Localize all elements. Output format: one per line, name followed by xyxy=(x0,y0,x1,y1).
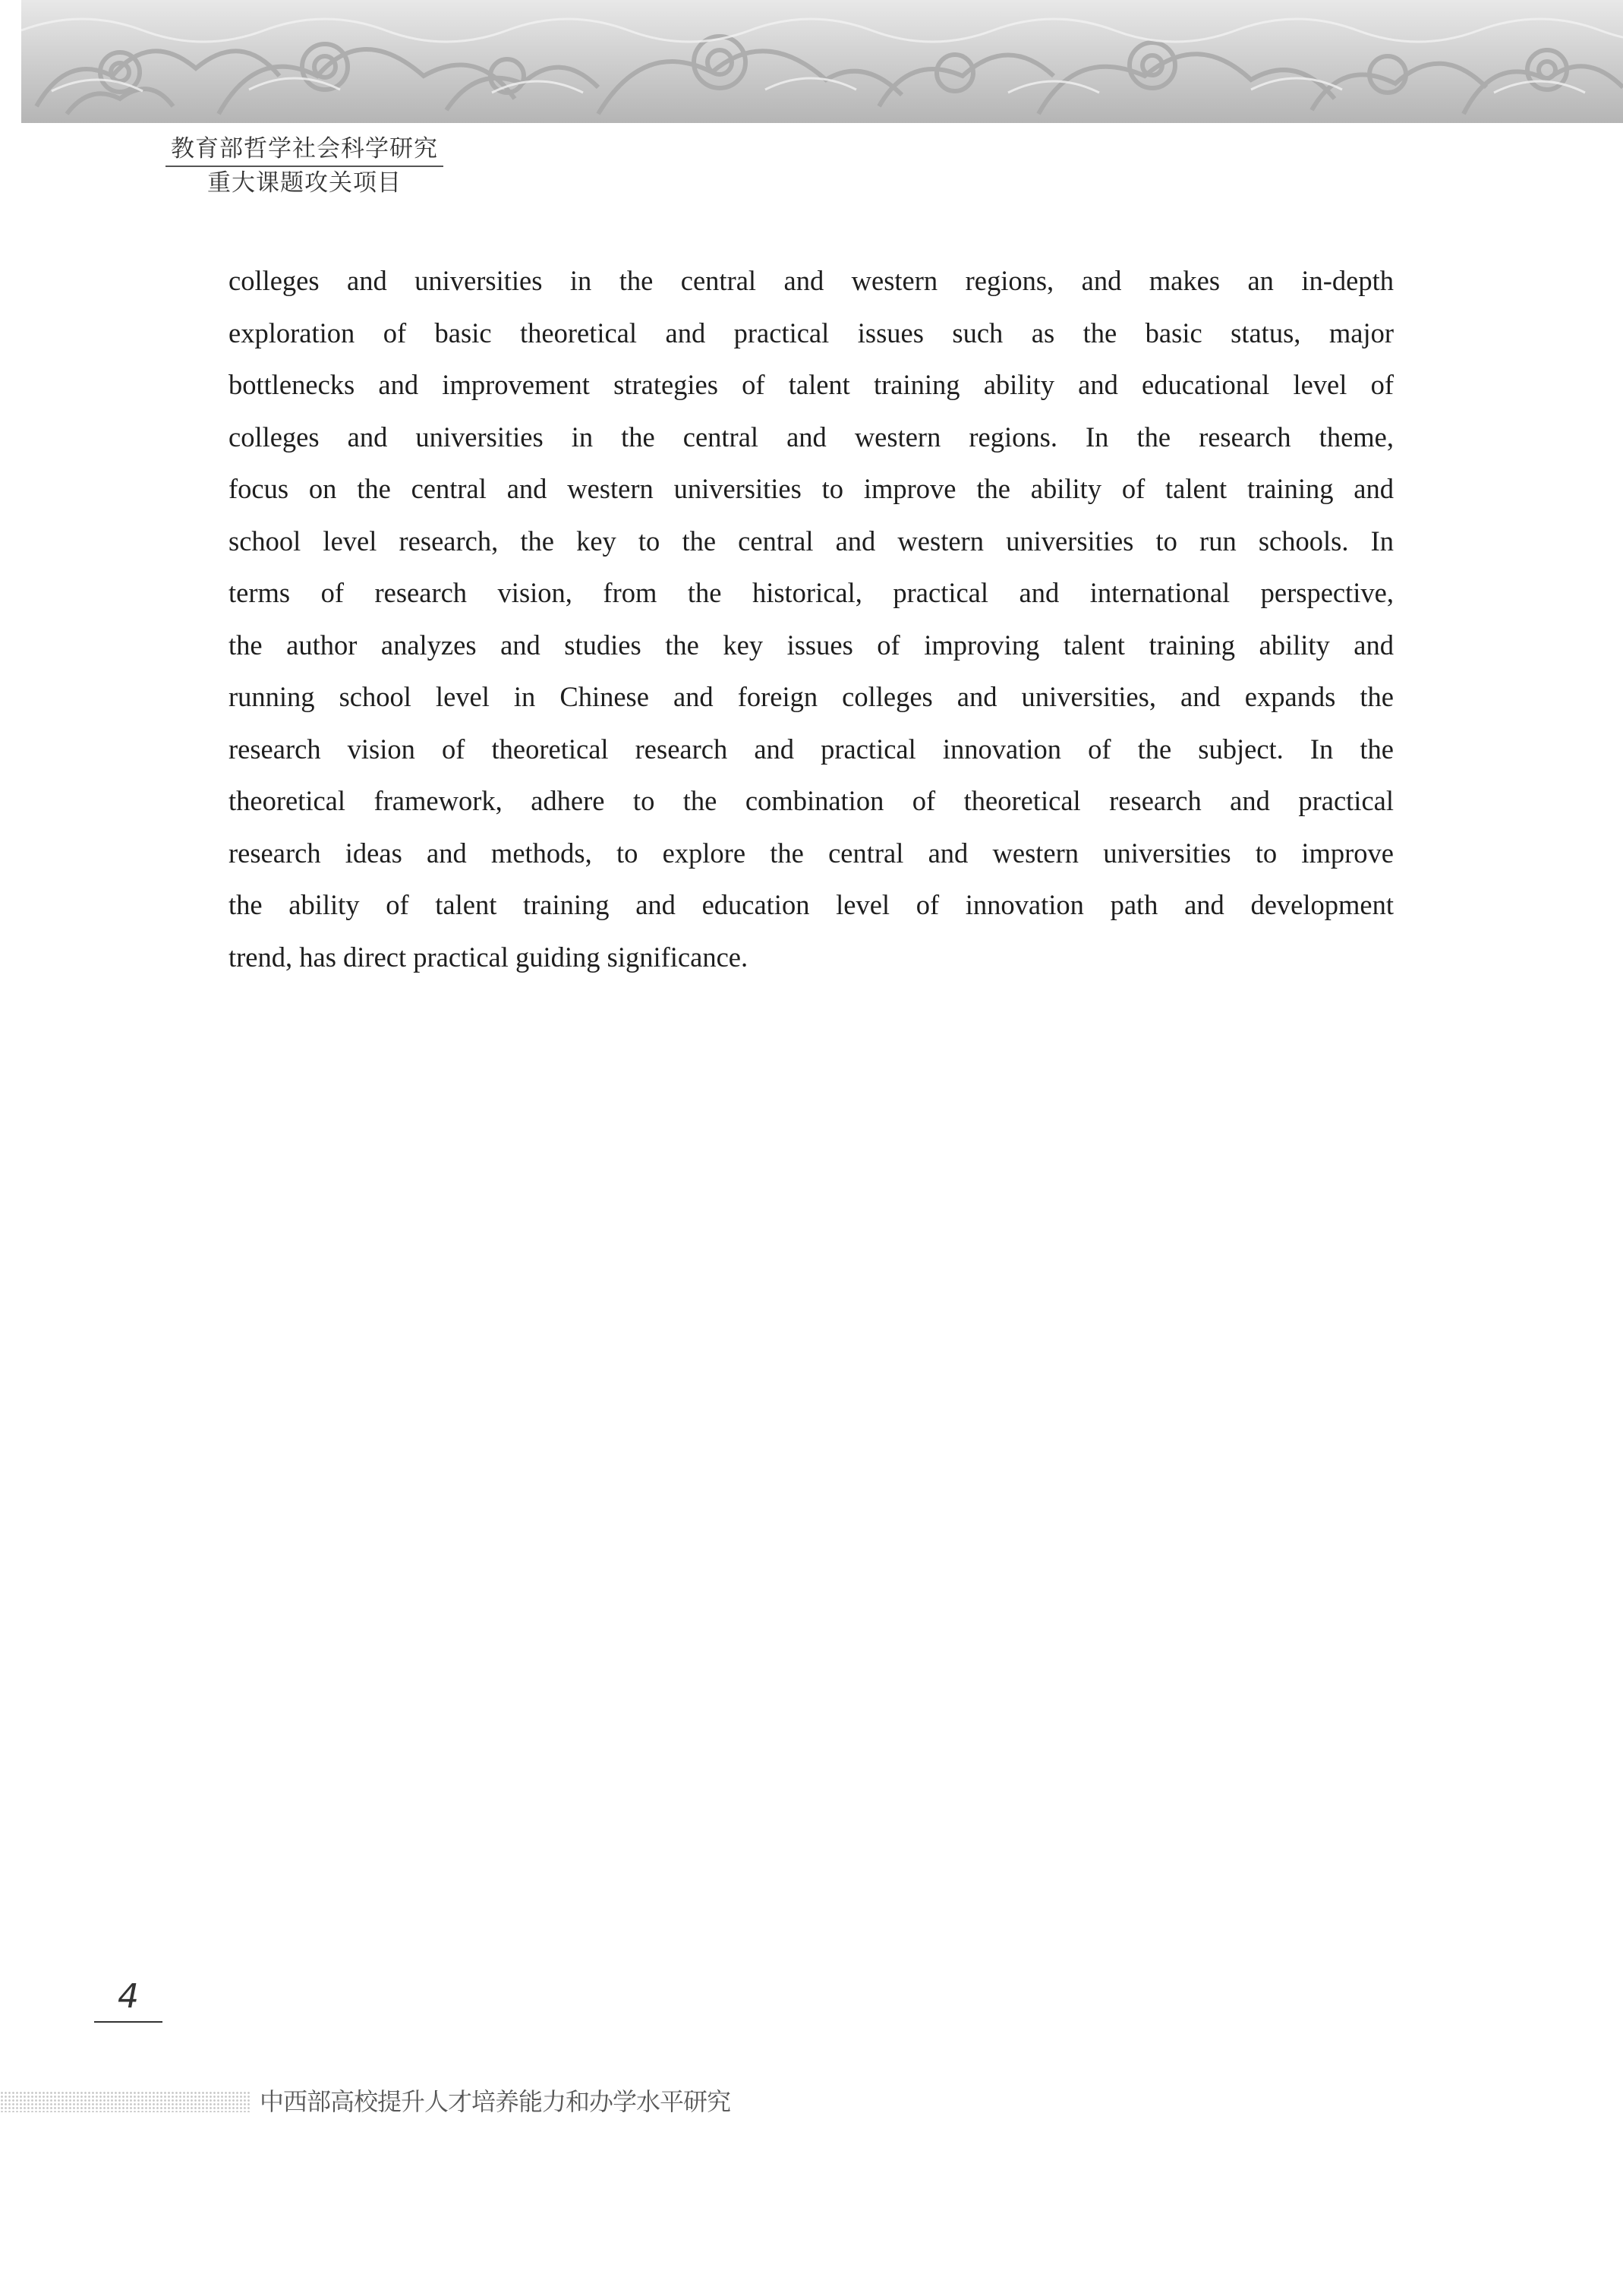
series-title-line-2: 重大课题攻关项目 xyxy=(207,169,402,197)
text-line: bottlenecks and improvement strategies of talent training ability and educational level of xyxy=(228,369,1394,400)
text-line: exploration of basic theoretical and practical issues such as the basic status, major xyxy=(228,317,1394,348)
text-line: theoretical framework, adhere to the combination of theoretical research and practical xyxy=(228,785,1394,816)
text-line: school level research, the key to the central and western universities to run schools. In xyxy=(228,525,1394,557)
text-line: research ideas and methods, to explore the central and western universities to improve xyxy=(228,837,1394,869)
text-line: colleges and universities in the central and western regions, and makes an in-depth xyxy=(228,265,1394,296)
page-number: 4 xyxy=(94,1974,162,2023)
footer-book-title: 中西部高校提升人才培养能力和办学水平研究 xyxy=(260,2087,731,2116)
footer-dot-pattern xyxy=(0,2091,251,2112)
text-line: the ability of talent training and education level of innovation path and development xyxy=(228,889,1394,920)
text-line: research vision of theoretical research and practical innovation of the subject. In the xyxy=(228,733,1394,765)
text-line: the author analyzes and studies the key issues of improving talent training ability and xyxy=(228,629,1394,661)
series-title xyxy=(165,134,443,199)
text-line: running school level in Chinese and foreign colleges and universities, and expands the xyxy=(228,681,1394,712)
series-title-line-1: 教育部哲学社会科学研究 xyxy=(165,134,443,167)
abstract-body-text xyxy=(228,255,1394,983)
text-line: focus on the central and western universities to improve the ability of talent training and xyxy=(228,473,1394,504)
text-line-last: trend, has direct practical guiding significance. xyxy=(228,941,748,973)
text-line: colleges and universities in the central and western regions. In the research theme, xyxy=(228,421,1394,453)
text-line: terms of research vision, from the historical, practical and international perspective, xyxy=(228,577,1394,608)
cloud-pattern-icon xyxy=(21,0,1623,123)
decorative-cloud-banner xyxy=(21,0,1623,123)
